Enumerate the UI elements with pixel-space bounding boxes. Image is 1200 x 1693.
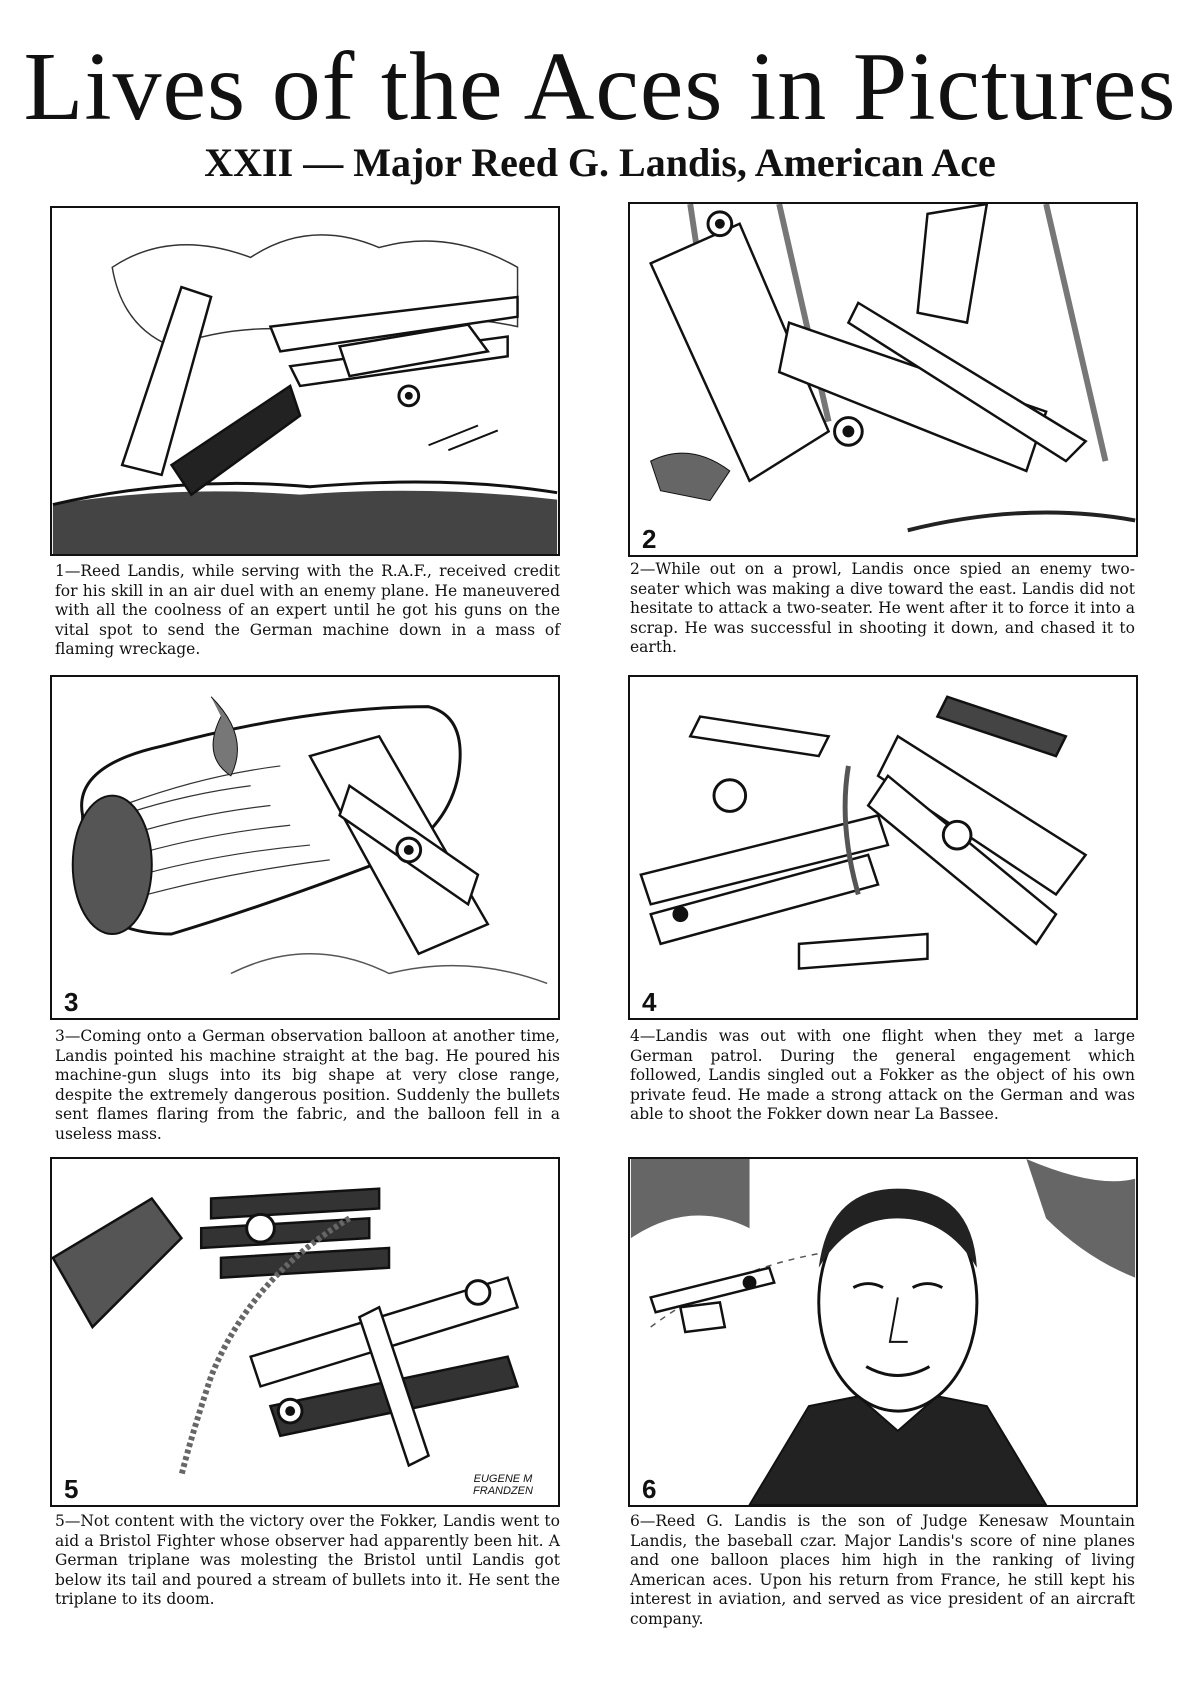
balloon-attack-illustration bbox=[52, 677, 558, 1018]
dogfight-illustration-2 bbox=[630, 204, 1136, 555]
artist-signature: EUGENE M FRANDZEN bbox=[473, 1473, 533, 1497]
panel-4-number: 4 bbox=[636, 988, 662, 1016]
panel-3-illustration bbox=[50, 675, 560, 1020]
page-subtitle: XXII — Major Reed G. Landis, American Ace bbox=[204, 140, 996, 185]
panel-6-number: 6 bbox=[636, 1475, 662, 1503]
page-title: Lives of the Aces in Pictures bbox=[23, 33, 1177, 141]
panel-5-illustration bbox=[50, 1157, 560, 1507]
panel-1-illustration bbox=[50, 206, 560, 556]
panel-3-number: 3 bbox=[58, 988, 84, 1016]
patrol-engagement-illustration bbox=[630, 677, 1136, 1018]
panel-2-illustration bbox=[628, 202, 1138, 557]
portrait-illustration bbox=[630, 1159, 1136, 1505]
panel-5-number: 5 bbox=[58, 1475, 84, 1503]
panel-6-illustration bbox=[628, 1157, 1138, 1507]
caption-3: 3—Coming onto a German observation balloon at another time, Landis pointed his machine straight at the bag. He poured his machine-gun slugs into its big shape at very close range, despite the extremely dangerous position. Suddenly the bullets sent flames flaring from the fabric, and the balloon fell in a useless mass. bbox=[55, 1027, 560, 1143]
caption-5: 5—Not content with the victory over the Fokker, Landis went to aid a Bristol Fighter whose observer had apparently been hit. A German triplane was molesting the Bristol until Landis got below its tail and poured a stream of bullets into it. He sent the triplane to its doom. bbox=[55, 1512, 560, 1608]
caption-2: 2—While out on a prowl, Landis once spied an enemy two-seater which was making a dive toward the east. Landis did not hesitate to attack a two-seater. He went after it to force it into a scrap. He was successful in shooting it down, and chased it to earth. bbox=[630, 560, 1135, 656]
dogfight-illustration-1 bbox=[52, 208, 558, 554]
caption-6: 6—Reed G. Landis is the son of Judge Kenesaw Mountain Landis, the baseball czar. Major Landis's score of nine planes and one balloon places him high in the ranking of living American aces. Upon his return from France, he still kept his interest in aviation, and served as vice president of an aircraft company. bbox=[630, 1512, 1135, 1628]
caption-4: 4—Landis was out with one flight when they met a large German patrol. During the general engagement which followed, Landis singled out a Fokker as the object of his own private feud. He made a strong attack on the German and was able to shoot the Fokker down near La Bassee. bbox=[630, 1027, 1135, 1123]
panel-2-number: 2 bbox=[636, 525, 662, 553]
triplane-attack-illustration bbox=[52, 1159, 558, 1505]
panel-4-illustration bbox=[628, 675, 1138, 1020]
caption-1: 1—Reed Landis, while serving with the R.A.F., received credit for his skill in an air duel with an enemy plane. He maneuvered with all the coolness of an expert until he got his guns on the vital spot to send the German machine down in a mass of flaming wreckage. bbox=[55, 562, 560, 658]
